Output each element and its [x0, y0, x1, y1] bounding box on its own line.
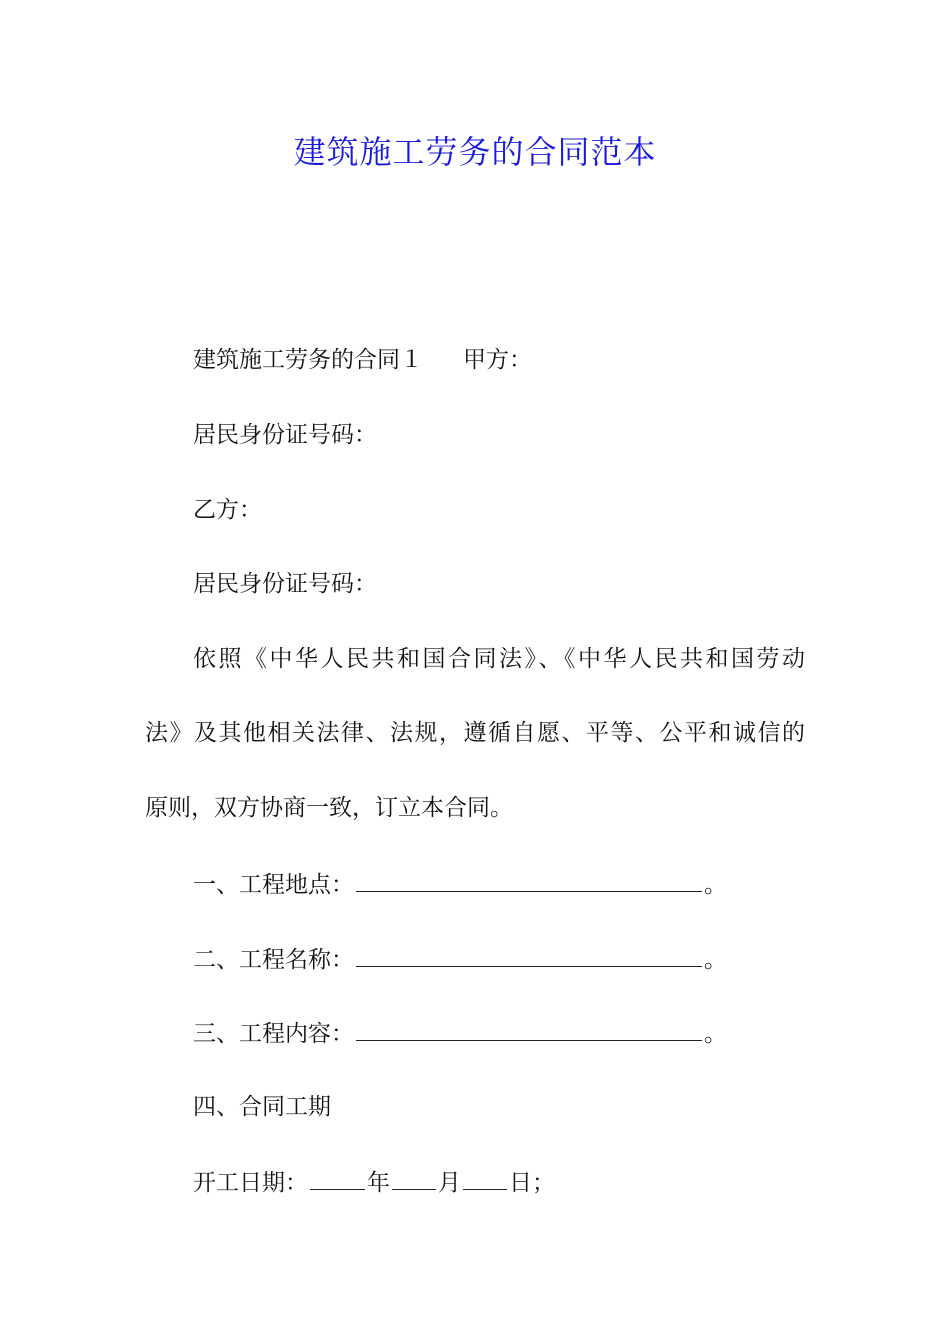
- clause-project-content: [193, 1014, 727, 1052]
- preamble-line-2: 法》及其他相关法律、法规，遵循自愿、平等、公平和诚信的: [145, 720, 805, 746]
- contract-heading-line: [193, 342, 532, 378]
- project-name-label: 二、工程名称：: [193, 947, 354, 973]
- party-b-label: 乙方：: [193, 497, 262, 523]
- year-label: 年: [367, 1170, 390, 1196]
- clause-project-location: [193, 865, 727, 903]
- project-content-blank[interactable]: [356, 1014, 702, 1041]
- period-mark: 。: [704, 947, 727, 973]
- project-name-blank[interactable]: [356, 940, 702, 967]
- start-month-blank[interactable]: [392, 1163, 436, 1190]
- clause-contract-period: 四、合同工期: [193, 1094, 331, 1120]
- day-label: 日；: [509, 1170, 555, 1196]
- project-content-label: 三、工程内容：: [193, 1021, 354, 1047]
- project-location-blank[interactable]: [356, 865, 702, 892]
- month-label: 月: [438, 1170, 461, 1196]
- start-year-blank[interactable]: [310, 1163, 365, 1190]
- period-mark: 。: [704, 872, 727, 898]
- contract-number-label: 建筑施工劳务的合同１: [193, 347, 423, 373]
- party-a-id-label: 居民身份证号码：: [193, 422, 377, 448]
- party-b-id-label: 居民身份证号码：: [193, 571, 377, 597]
- document-title: 建筑施工劳务的合同范本: [293, 133, 657, 171]
- start-date-line: [193, 1163, 555, 1201]
- project-location-label: 一、工程地点：: [193, 872, 354, 898]
- start-day-blank[interactable]: [463, 1163, 507, 1190]
- preamble-line-1: 依照《中华人民共和国合同法》、《中华人民共和国劳动: [193, 646, 805, 672]
- clause-project-name: [193, 940, 727, 978]
- party-a-label: 甲方：: [463, 347, 532, 373]
- period-mark: 。: [704, 1021, 727, 1047]
- start-date-label: 开工日期：: [193, 1170, 308, 1196]
- preamble-line-3: 原则，双方协商一致，订立本合同。: [145, 795, 513, 821]
